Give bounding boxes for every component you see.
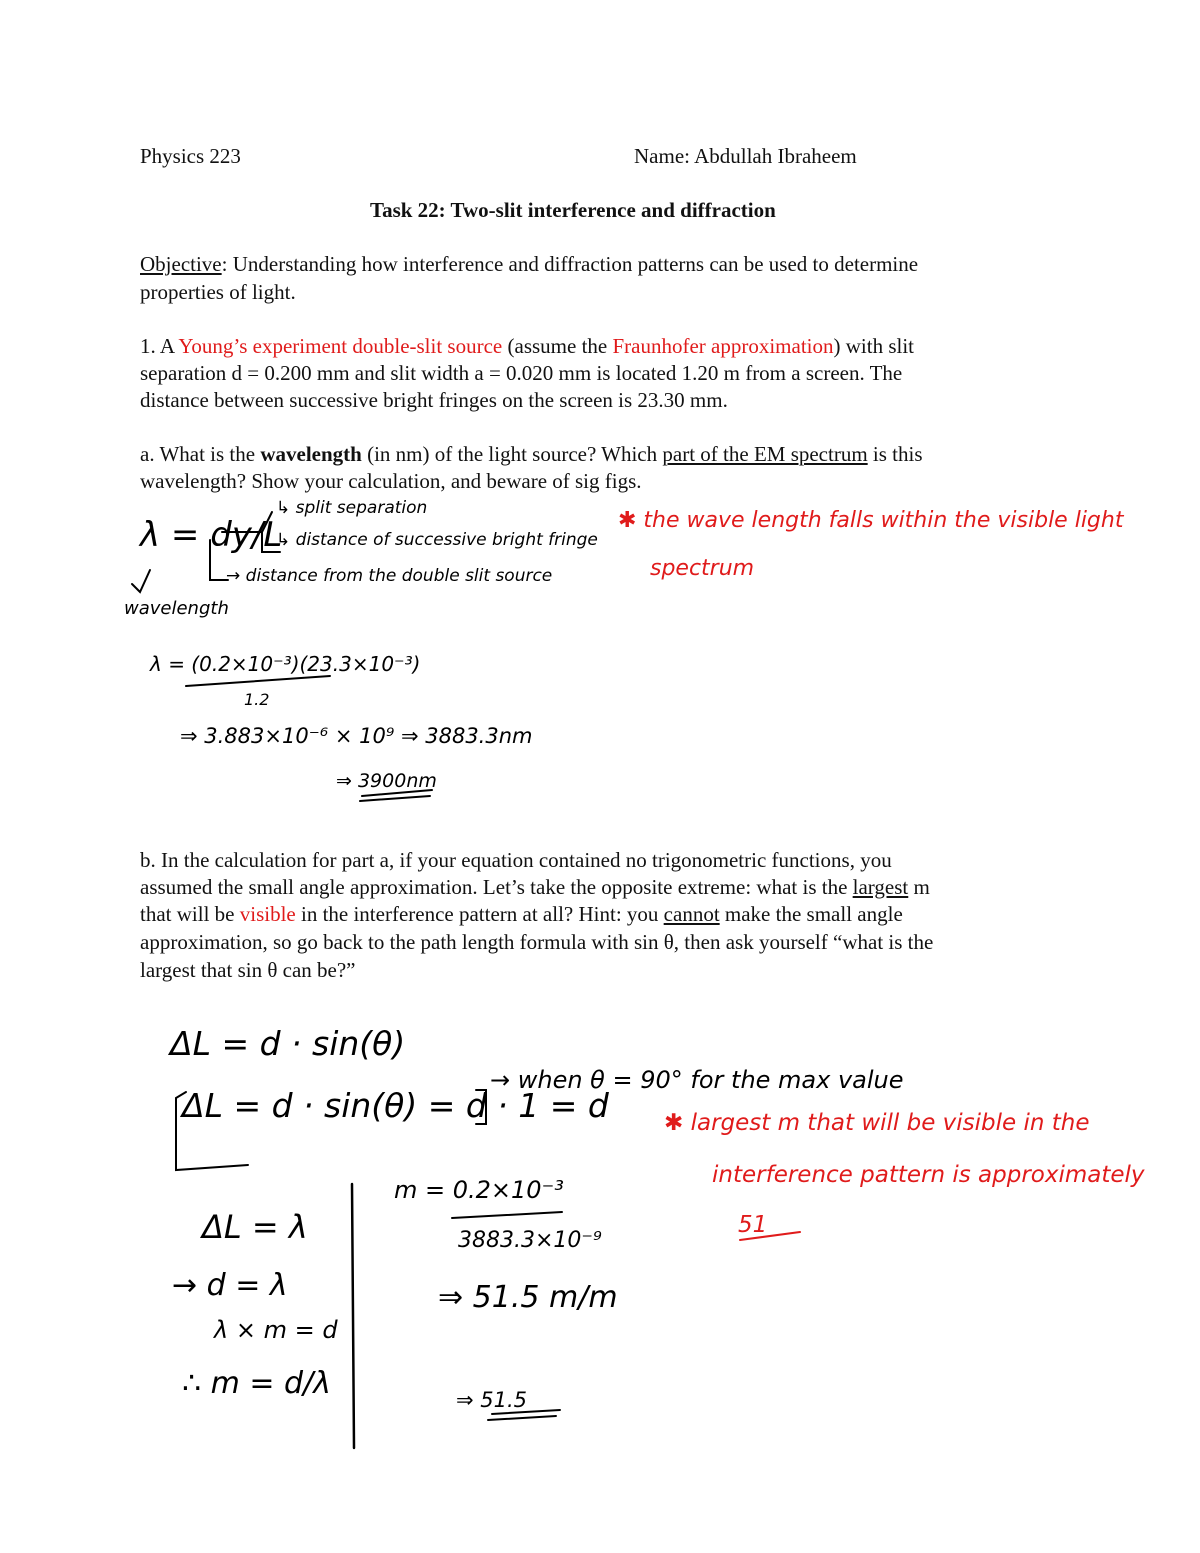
question-1-line-1: 1. A Young’s experiment double-slit source (assume the Fraunhofer approximation) with slit bbox=[140, 334, 915, 358]
hw-path-diff-eq: ΔL = d · sin(θ) bbox=[170, 1024, 406, 1063]
hw-lambda-m-d: λ × m = d bbox=[214, 1316, 338, 1344]
hw-note-slit-distance: → distance from the double slit source bbox=[226, 566, 553, 586]
hw-calc-numerator: λ = (0.2×10⁻³)(23.3×10⁻³) bbox=[150, 652, 421, 676]
page-title: Task 22: Two-slit interference and diffraction bbox=[370, 198, 776, 222]
part-a-line-1: a. What is the wavelength (in nm) of the light source? Which part of the EM spectrum is this bbox=[140, 442, 923, 466]
objective-label: Objective bbox=[140, 252, 222, 276]
hw-path-diff-max: ΔL = d · sin(θ) = d · 1 = d bbox=[182, 1086, 609, 1125]
wavelength-arrow-stroke bbox=[132, 570, 150, 592]
hw-red-note-b-line-3: 51 bbox=[738, 1212, 768, 1238]
question-1-line-2: separation d = 0.200 mm and slit width a = 0.020 mm is located 1.20 m from a screen. The bbox=[140, 361, 903, 385]
objective-line-2: properties of light. bbox=[140, 280, 296, 304]
question-1-line-3: distance between successive bright fringes on the screen is 23.30 mm. bbox=[140, 388, 728, 412]
hw-red-note-a-line-2: spectrum bbox=[650, 556, 755, 581]
hw-m-final: ⇒ 51.5 bbox=[456, 1388, 528, 1412]
vertical-divider bbox=[352, 1184, 354, 1448]
max-box-right bbox=[476, 1090, 486, 1124]
hw-max-note: → when θ = 90° for the max value bbox=[490, 1066, 904, 1094]
hw-red-note-b-line-1: ✱ largest m that will be visible in the bbox=[664, 1110, 1090, 1136]
part-b-line-5: largest that sin θ can be?” bbox=[140, 958, 356, 982]
bracket-distance-stroke bbox=[210, 540, 228, 580]
hw-m-numerator: m = 0.2×10⁻³ bbox=[394, 1176, 564, 1204]
objective-line-1: Objective: Understanding how interference and diffraction patterns can be used to determine bbox=[140, 252, 919, 276]
m-final-underline bbox=[488, 1410, 560, 1420]
hw-note-slit-separation: ↳ split separation bbox=[276, 498, 428, 518]
part-b-line-4: approximation, so go back to the path length formula with sin θ, then ask yourself “what is the bbox=[140, 930, 934, 954]
hw-calc-denominator: 1.2 bbox=[244, 690, 270, 709]
m-fraction-bar bbox=[452, 1212, 562, 1218]
bracket-slit-stroke bbox=[262, 512, 272, 532]
red-answer-underline bbox=[740, 1232, 800, 1240]
hw-red-note-b-line-2: interference pattern is approximately bbox=[712, 1162, 1145, 1188]
part-b-line-2: assumed the small angle approximation. Let’s take the opposite extreme: what is the largest m bbox=[140, 875, 930, 899]
hw-wavelength-formula: λ = dy/L bbox=[140, 515, 283, 555]
hw-delta-l-lambda: ΔL = λ bbox=[202, 1208, 308, 1246]
course-label: Physics 223 bbox=[140, 144, 241, 168]
hw-red-note-a-line-1: ✱ the wave length falls within the visible light bbox=[618, 508, 1124, 533]
hw-wavelength-label: wavelength bbox=[124, 598, 229, 619]
calc-fraction-bar bbox=[186, 676, 330, 686]
part-a-line-2: wavelength? Show your calculation, and beware of sig figs. bbox=[140, 469, 642, 493]
hw-calc-result: ⇒ 3.883×10⁻⁶ × 10⁹ ⇒ 3883.3nm bbox=[180, 724, 533, 748]
hw-m-formula: ∴ m = d/λ bbox=[182, 1366, 331, 1401]
part-b-line-1: b. In the calculation for part a, if your equation contained no trigonometric functions, you bbox=[140, 848, 892, 872]
hw-note-fringe-distance: ↳ distance of successive bright fringe bbox=[276, 530, 598, 550]
hw-m-denominator: 3883.3×10⁻⁹ bbox=[458, 1228, 602, 1253]
hw-m-result: ⇒ 51.5 m/m bbox=[438, 1280, 618, 1315]
hw-d-lambda: → d = λ bbox=[172, 1268, 288, 1303]
calc-final-underline bbox=[360, 790, 432, 801]
hw-calc-final: ⇒ 3900nm bbox=[336, 770, 437, 792]
max-box-left bbox=[176, 1098, 248, 1170]
student-name: Name: Abdullah Ibraheem bbox=[634, 144, 857, 168]
bracket-fringe-stroke bbox=[222, 532, 280, 552]
part-b-line-3: that will be visible in the interference pattern at all? Hint: you cannot make the small angle bbox=[140, 902, 903, 926]
